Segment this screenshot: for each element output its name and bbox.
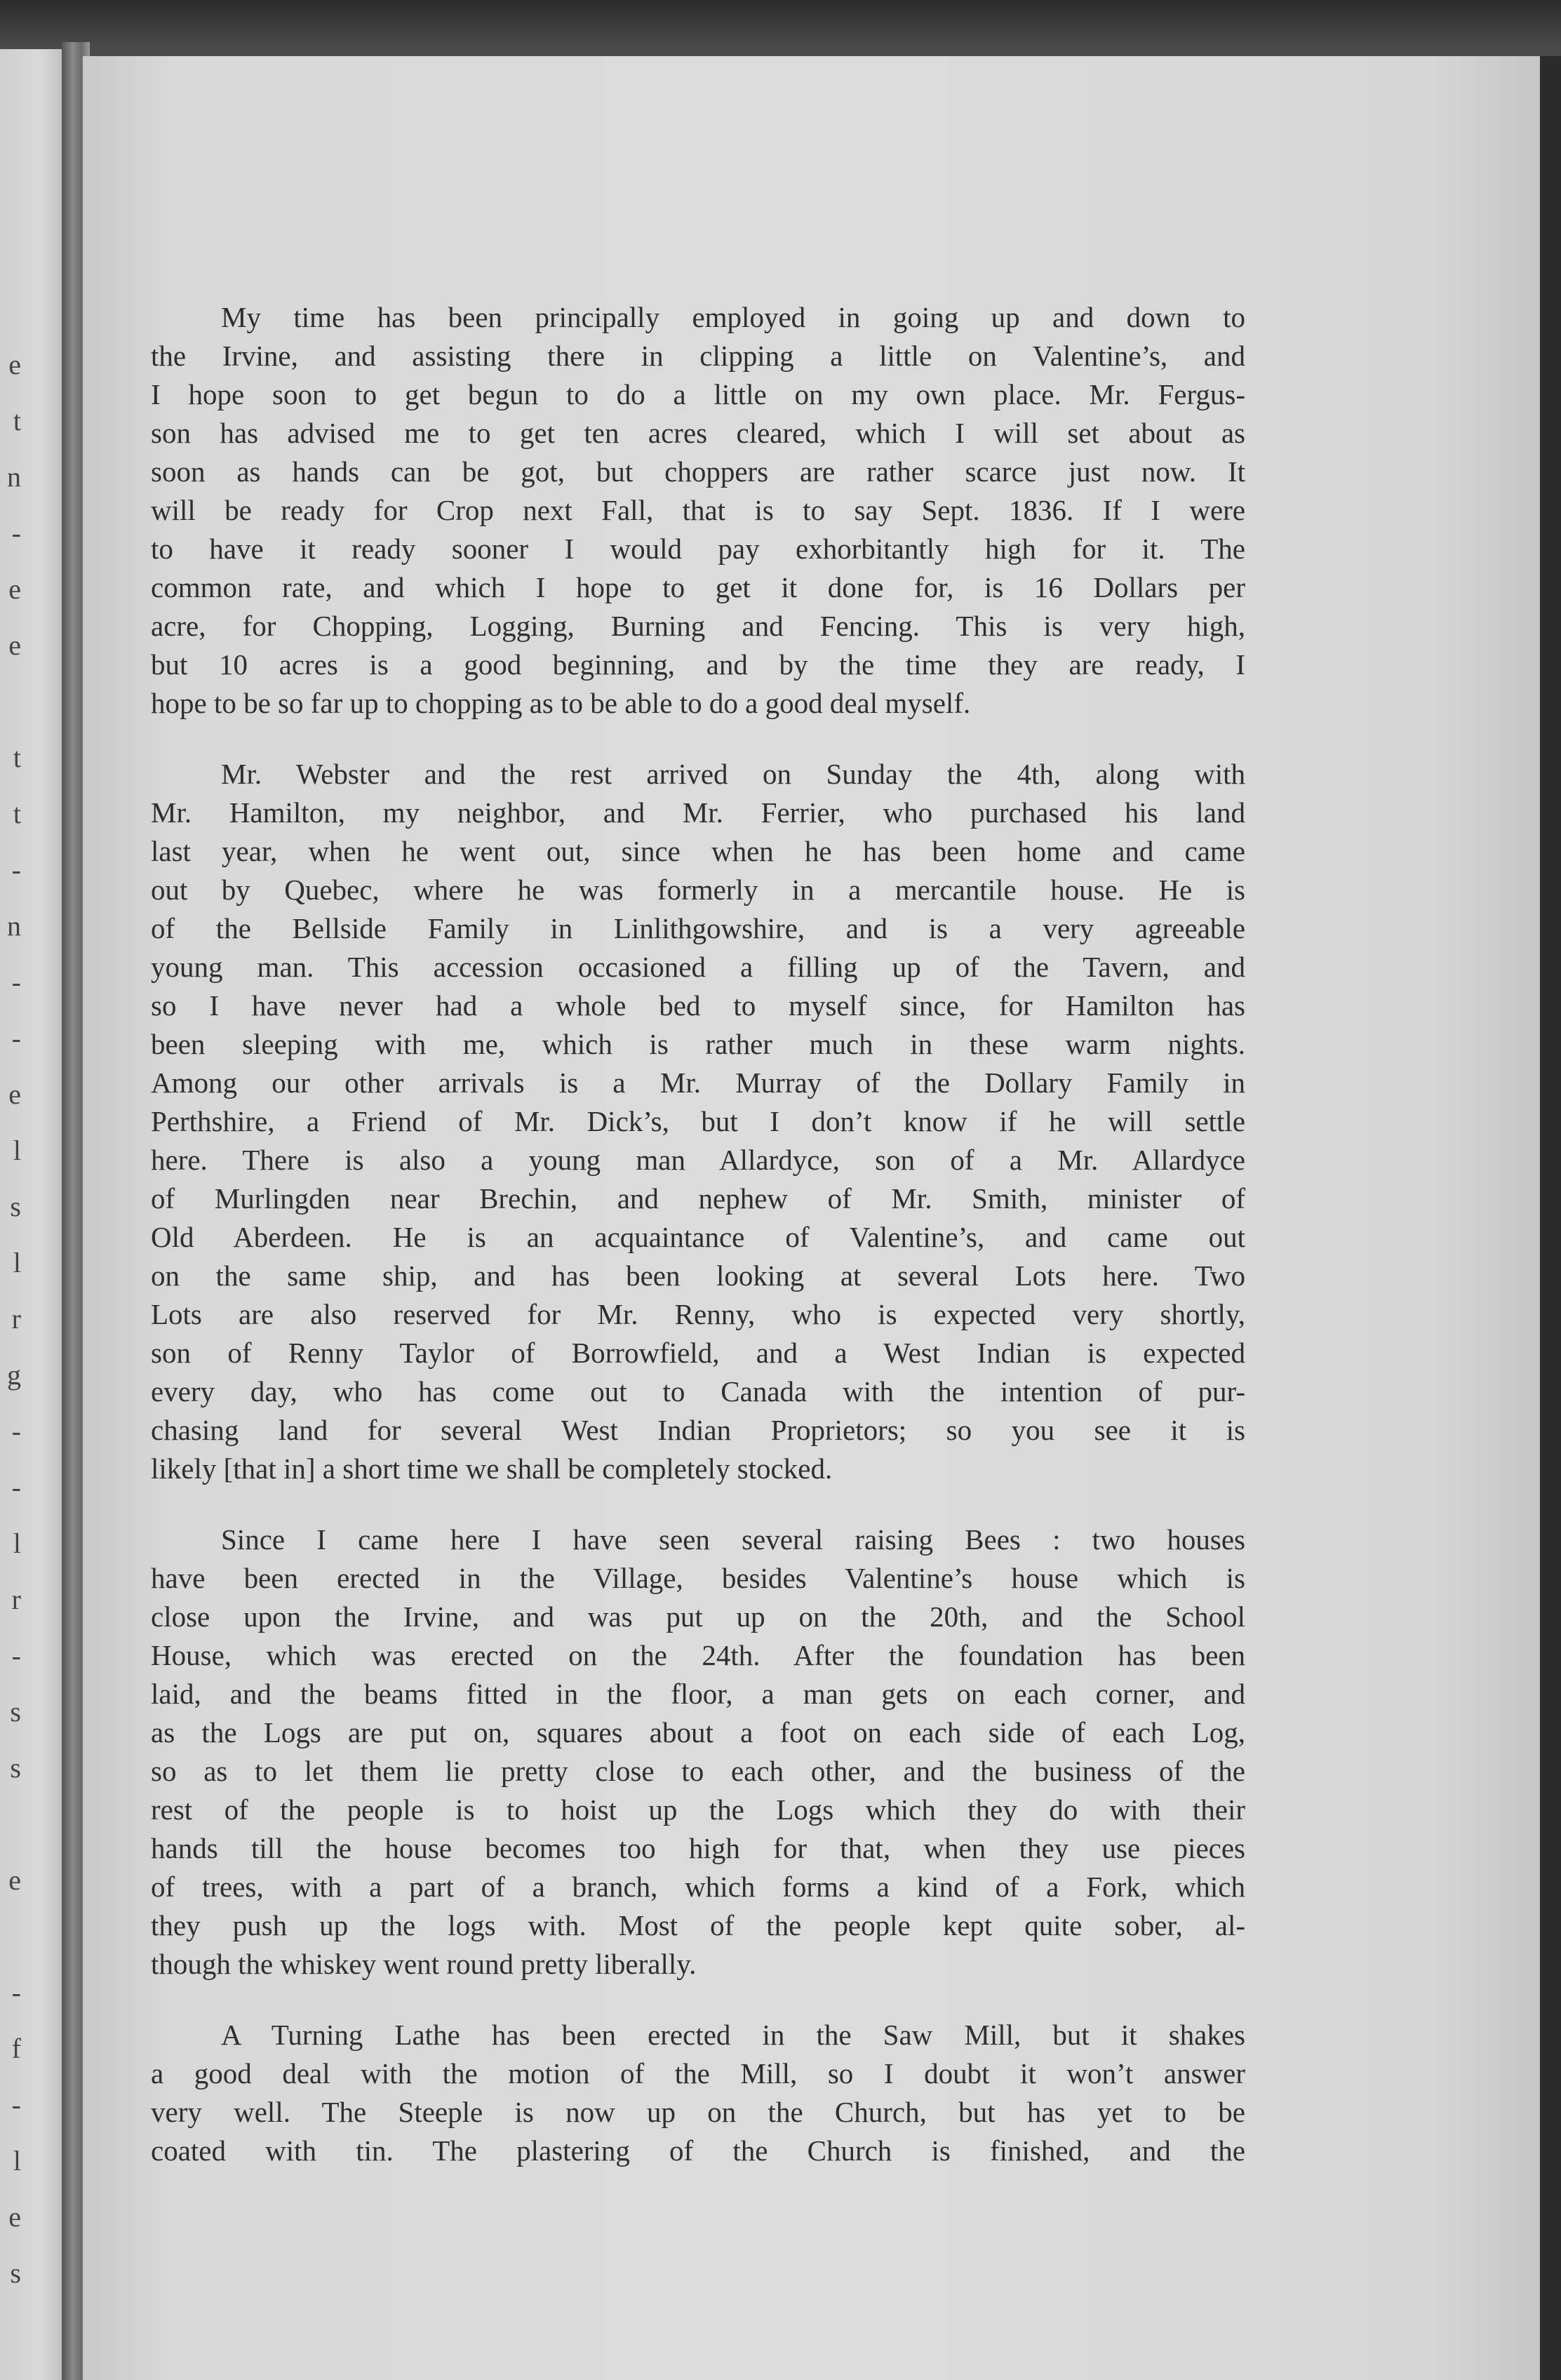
previous-page-letter: l (13, 1135, 21, 1166)
previous-page-letter: e (8, 629, 21, 661)
text-line: here. There is also a young man Allardyce, son of a Mr. Allardyce (151, 1144, 1245, 1176)
previous-page-letter: - (11, 2089, 21, 2120)
text-line: the Irvine, and assisting there in clipping a little on Valentine’s, and (151, 340, 1245, 372)
text-line: laid, and the beams fitted in the floor, a man gets on each corner, and (151, 1678, 1245, 1710)
text-line: son has advised me to get ten acres cleared, which I will set about as (151, 417, 1245, 449)
previous-page-letter: e (8, 573, 21, 605)
text-line: but 10 acres is a good beginning, and by the time they are ready, I (151, 648, 1245, 681)
previous-page-letter (0, 674, 21, 730)
previous-page-letter: e (8, 1864, 21, 1896)
previous-page-letter: s (10, 1696, 21, 1727)
previous-page-letter: t (13, 742, 21, 773)
previous-page-letter: s (10, 1191, 21, 1222)
text-line: House, which was erected on the 24th. After the foundation has been (151, 1639, 1245, 1671)
previous-page-letter: - (11, 854, 21, 885)
previous-page-letter: f (11, 2033, 21, 2064)
text-line: My time has been principally employed in going up and down to (221, 301, 1245, 333)
previous-page-letter: t (13, 798, 21, 829)
text-line: Perthshire, a Friend of Mr. Dick’s, but I don’t know if he will settle (151, 1105, 1245, 1137)
text-line: been sleeping with me, which is rather much in these warm nights. (151, 1028, 1245, 1060)
text-line: hands till the house becomes too high for that, when they use pieces (151, 1832, 1245, 1864)
previous-page-letter: s (10, 1752, 21, 1784)
paragraph (151, 2016, 1245, 2170)
text-line: acre, for Chopping, Logging, Burning and Fencing. This is very high, (151, 610, 1245, 642)
text-line: Old Aberdeen. He is an acquaintance of Valentine’s, and came out (151, 1221, 1245, 1253)
text-line: Lots are also reserved for Mr. Renny, who is expected very shortly, (151, 1298, 1245, 1330)
text-line: I hope soon to get begun to do a little on my own place. Mr. Fergus- (151, 378, 1245, 410)
text-line: on the same ship, and has been looking at several Lots here. Two (151, 1259, 1245, 1292)
text-line: very well. The Steeple is now up on the Church, but has yet to be (151, 2096, 1245, 2128)
text-line: though the whiskey went round pretty liberally. (151, 1948, 697, 1980)
text-line: of Murlingden near Brechin, and nephew of Mr. Smith, minister of (151, 1182, 1245, 1215)
previous-page-letter: - (11, 1977, 21, 2008)
text-line: coated with tin. The plastering of the Church is finished, and the (151, 2134, 1245, 2167)
text-line: they push up the logs with. Most of the people kept quite sober, al- (151, 1909, 1245, 1941)
previous-page-letter: e (8, 1078, 21, 1110)
text-line: common rate, and which I hope to get it done for, is 16 Dollars per (151, 571, 1245, 603)
page-right-edge (1540, 56, 1561, 2380)
text-line: of the Bellside Family in Linlithgowshire, and is a very agreeable (151, 912, 1245, 944)
text-line: a good deal with the motion of the Mill, so I doubt it won’t answer (151, 2057, 1245, 2090)
previous-page-letter: - (11, 1415, 21, 1447)
text-line: out by Quebec, where he was formerly in a mercantile house. He is (151, 874, 1245, 906)
text-line: rest of the people is to hoist up the Logs which they do with their (151, 1793, 1245, 1826)
text-line: as the Logs are put on, squares about a foot on each side of each Log, (151, 1716, 1245, 1749)
previous-page-letter: l (13, 1247, 21, 1278)
paragraph (151, 298, 1245, 723)
text-line: son of Renny Taylor of Borrowfield, and a West Indian is expected (151, 1337, 1245, 1369)
previous-page-letter: e (8, 349, 21, 380)
previous-page-letter: - (11, 1640, 21, 1671)
text-line: hope to be so far up to chopping as to be able to do a good deal myself. (151, 687, 971, 719)
text-line: likely [that in] a short time we shall be completely stocked. (151, 1452, 833, 1485)
text-line: to have it ready sooner I would pay exhorbitantly high for it. The (151, 533, 1245, 565)
previous-page-letter: l (13, 1527, 21, 1559)
previous-page-letter (0, 1796, 21, 1852)
text-line: of trees, with a part of a branch, which forms a kind of a Fork, which (151, 1871, 1245, 1903)
previous-page-letter: n (7, 910, 21, 942)
previous-page-letter: r (11, 1303, 21, 1335)
previous-page-letter: - (11, 517, 21, 549)
previous-page-letter: t (13, 405, 21, 436)
previous-page-letter: l (13, 2145, 21, 2177)
text-line: soon as hands can be got, but choppers are rather scarce just now. It (151, 455, 1245, 488)
previous-page-letter: g (7, 1359, 21, 1391)
letter-body (151, 298, 1245, 2202)
previous-page-letter (0, 1908, 21, 1965)
text-line: A Turning Lathe has been erected in the Saw Mill, but it shakes (221, 2019, 1245, 2051)
previous-page-letter: n (7, 461, 21, 493)
previous-page-letter: s (10, 2257, 21, 2289)
text-line: Among our other arrivals is a Mr. Murray of the Dollary Family in (151, 1067, 1245, 1099)
previous-page-letter: e (8, 2201, 21, 2233)
previous-page-margin-text (0, 337, 21, 2301)
text-line: will be ready for Crop next Fall, that is to say Sept. 1836. If I were (151, 494, 1245, 526)
text-line: Mr. Webster and the rest arrived on Sunday the 4th, along with (221, 758, 1245, 790)
text-line: Mr. Hamilton, my neighbor, and Mr. Ferrier, who purchased his land (151, 796, 1245, 829)
text-line: so as to let them lie pretty close to each other, and the business of the (151, 1755, 1245, 1787)
text-line: last year, when he went out, since when he has been home and came (151, 835, 1245, 867)
previous-page-letter: - (11, 1471, 21, 1503)
text-line: Since I came here I have seen several raising Bees : two houses (221, 1523, 1245, 1556)
previous-page-letter: - (11, 1022, 21, 1054)
previous-page-letter: - (11, 966, 21, 998)
previous-page-letter: r (11, 1584, 21, 1615)
text-line: chasing land for several West Indian Proprietors; so you see it is (151, 1414, 1245, 1446)
text-line: young man. This accession occasioned a filling up of the Tavern, and (151, 951, 1245, 983)
paragraph (151, 755, 1245, 1488)
text-line: close upon the Irvine, and was put up on the 20th, and the School (151, 1600, 1245, 1633)
text-line: have been erected in the Village, besides Valentine’s house which is (151, 1562, 1245, 1594)
text-line: so I have never had a whole bed to myself since, for Hamilton has (151, 989, 1245, 1022)
previous-page-strip (0, 49, 67, 2380)
text-line: every day, who has come out to Canada with the intention of pur- (151, 1375, 1245, 1408)
paragraph (151, 1520, 1245, 1984)
